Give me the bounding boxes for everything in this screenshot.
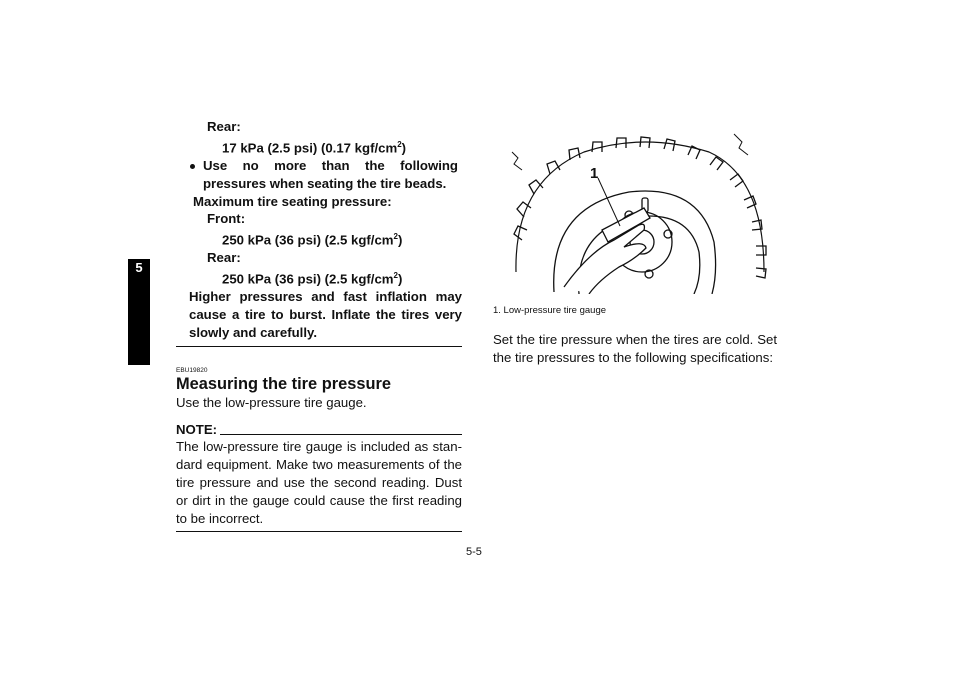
max-pressure-title: Maximum tire seating pressure: [193, 193, 392, 209]
note-text: The low-pressure tire gauge is included as stan-dard equipment. Make two measurements of the tire pressure and use the second reading. Dust or dirt in the gauge could cause the first reading to be incorrect. [176, 439, 462, 526]
rear-label: Rear: [207, 119, 241, 134]
page-number: 5-5 [466, 546, 482, 558]
intro-text: Use the low-pressure tire gauge. [176, 394, 367, 410]
note-title: NOTE: [176, 421, 218, 437]
tire-gauge-illustration [494, 122, 784, 294]
rear2-value: 250 kPa (36 psi) (2.5 kgf/$cm^2$) [222, 271, 403, 287]
chapter-tab [128, 259, 150, 365]
warning-rule [176, 346, 462, 347]
left-column [176, 118, 462, 532]
figure-caption: 1. Low-pressure tire gauge [493, 305, 607, 316]
front-value: 250 kPa (36 psi) (2.5 kgf/$cm^2$) [222, 232, 403, 248]
front-label: Front: [207, 211, 246, 227]
right-column-text: Set the tire pressure when the tires are cold. Set the tire pressures to the following specifications: [493, 332, 777, 365]
warning-text: Higher pressures and fast inflation may cause a tire to burst. Inflate the tires very slowly and carefully. [189, 289, 462, 340]
section-code: EBU19820 [176, 366, 208, 374]
note-line [220, 434, 462, 435]
callout-number: 1 [590, 165, 599, 182]
chapter-tab-label: 5 [135, 260, 143, 275]
bullet-item: Use no more than the following pressures when seating the tire beads. [176, 157, 462, 193]
bullet-dot-icon [190, 164, 195, 169]
section-heading: Measuring the tire pressure [176, 374, 391, 393]
rear2-label: Rear: [207, 250, 241, 266]
tire-tread-icon [514, 137, 766, 278]
note-header [176, 421, 462, 439]
note-rule [176, 531, 462, 532]
rear-value: 17 kPa (2.5 psi) (0.17 kgf/$cm^2$) [222, 139, 407, 156]
